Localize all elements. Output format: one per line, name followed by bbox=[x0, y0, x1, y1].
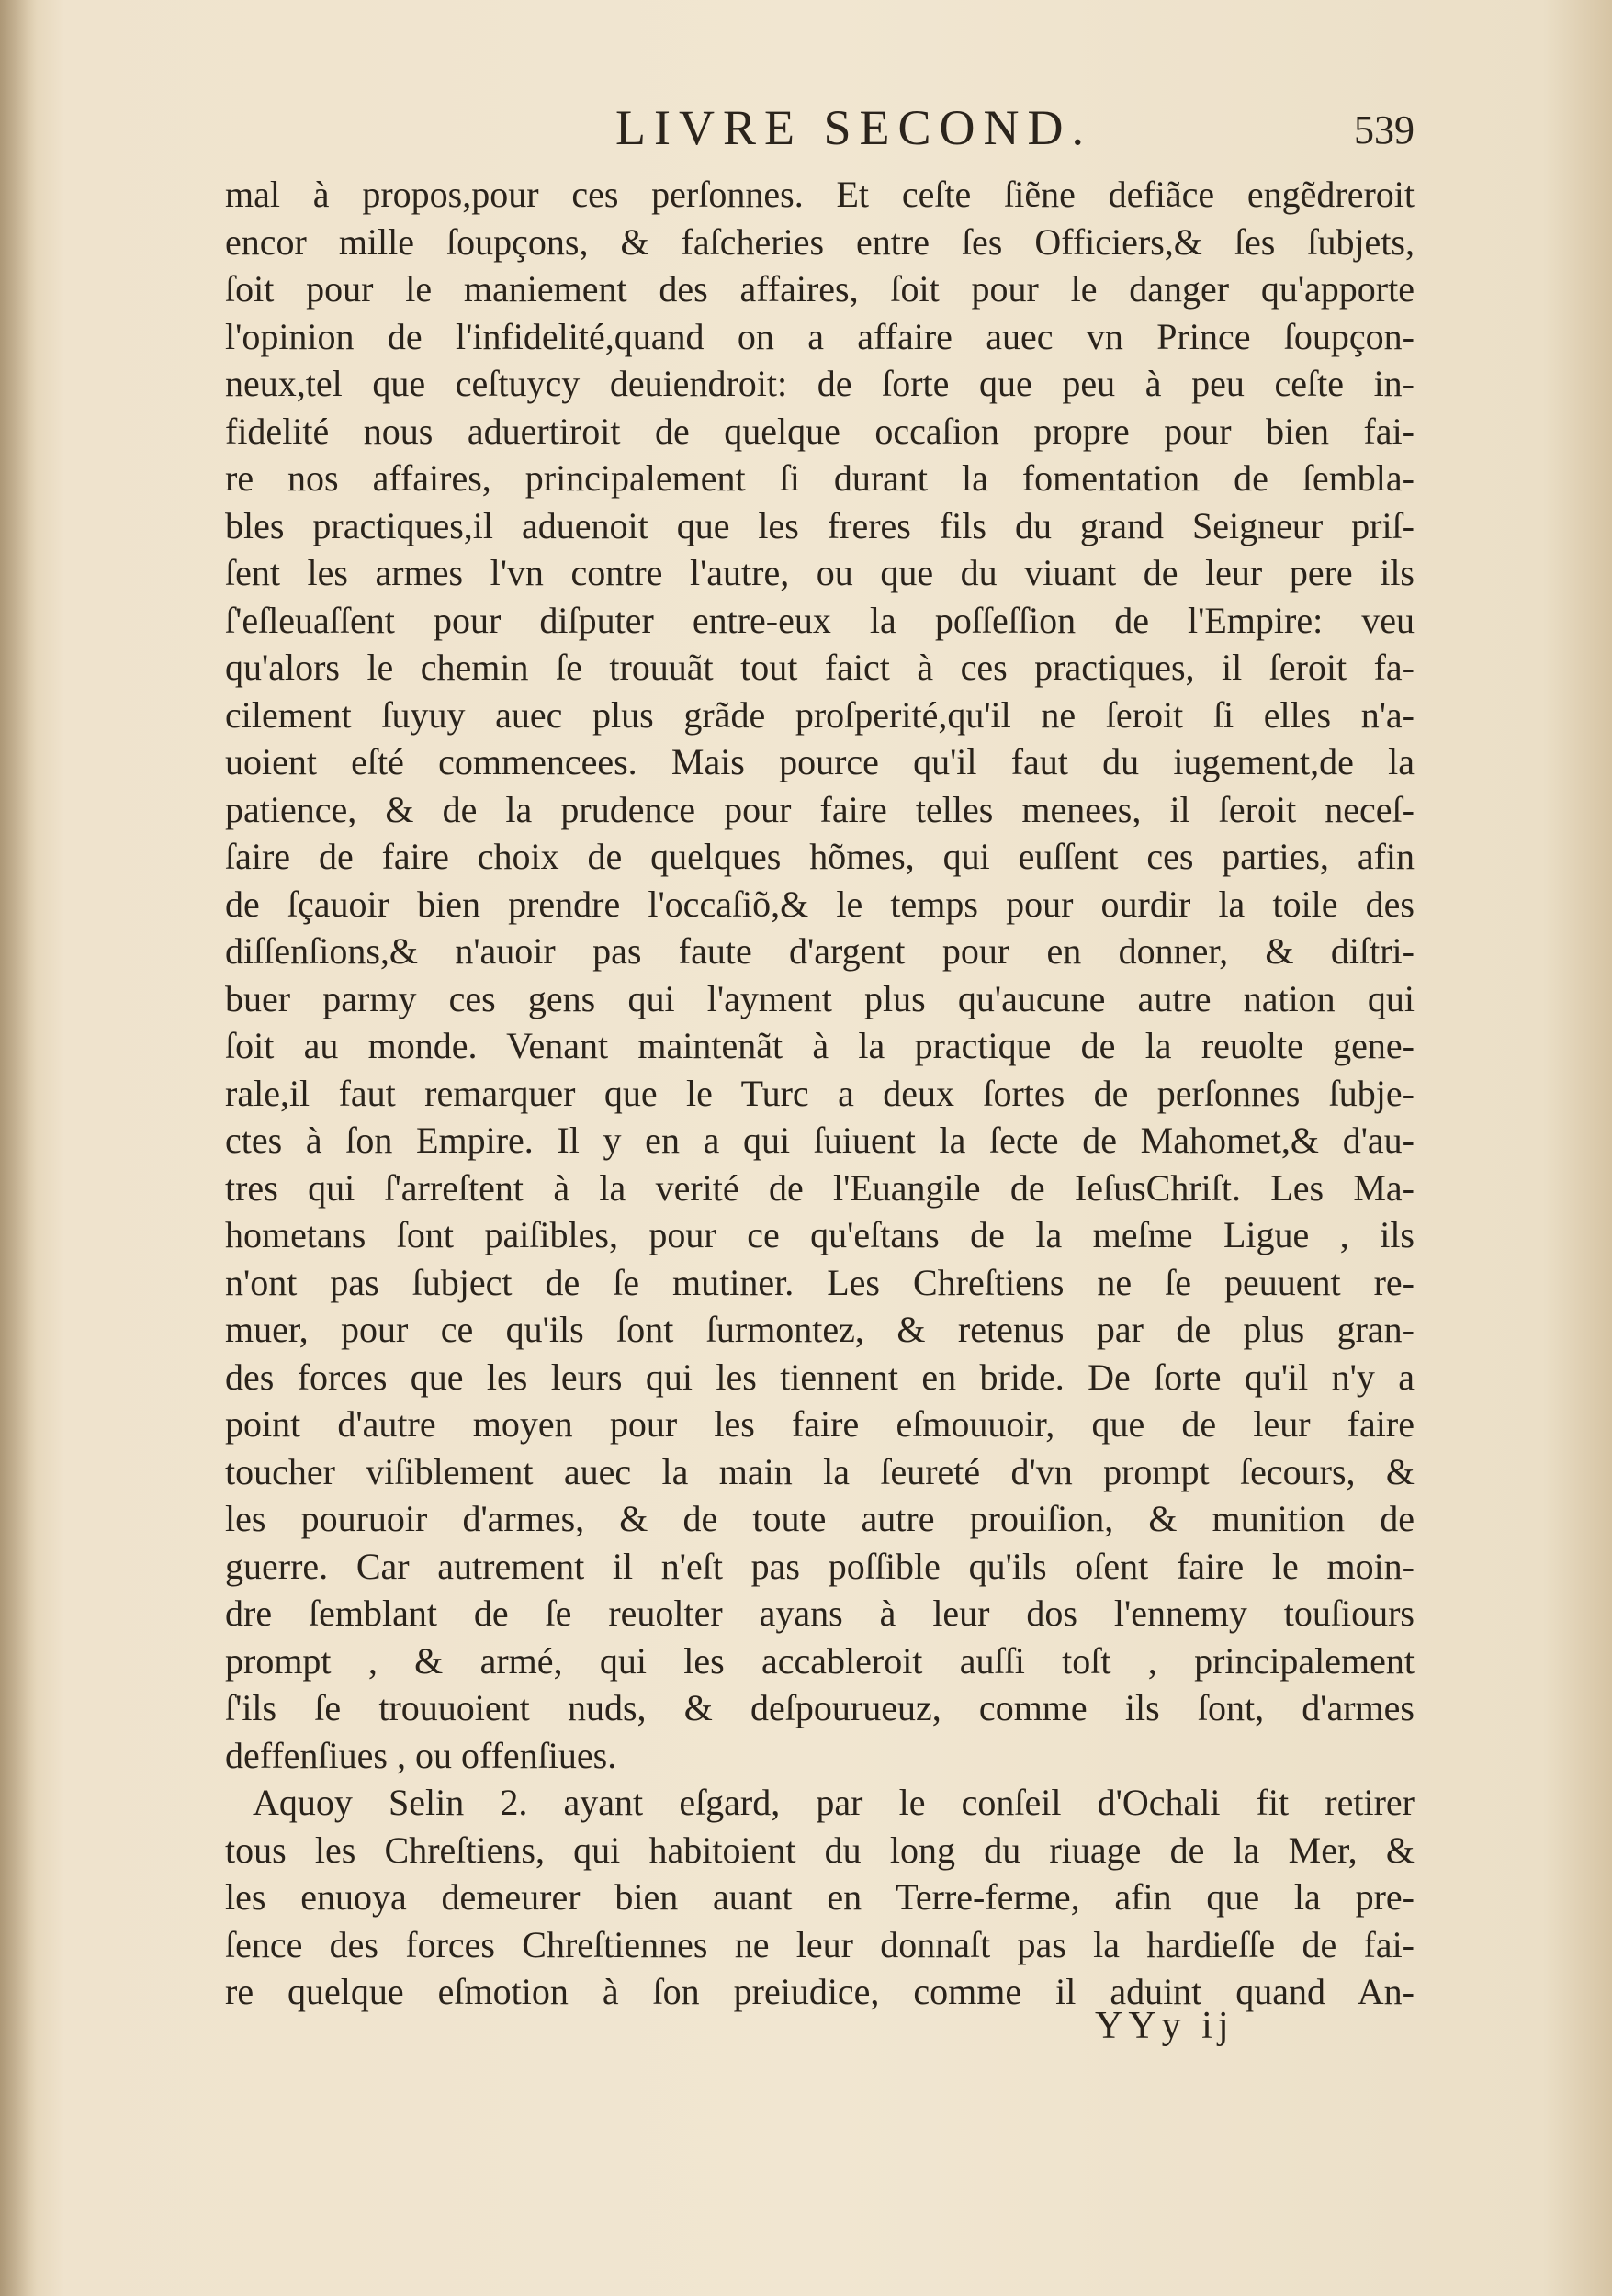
text-line: bles practiques,il aduenoit que les freres fils du grand Seigneur priſ- bbox=[225, 504, 1415, 546]
text-line: rale,il faut remarquer que le Turc a deux ſortes de perſonnes ſubje- bbox=[225, 1072, 1415, 1114]
text-line: ſent les armes l'vn contre l'autre, ou que du viuant de leur pere ils bbox=[225, 552, 1415, 593]
text-line: toucher viſiblement auec la main la ſeureté d'vn prompt ſecours, & bbox=[225, 1450, 1415, 1492]
text-line: guerre. Car autrement il n'eſt pas poſſible qu'ils oſent faire le moin- bbox=[225, 1545, 1415, 1587]
text-line: Aquoy Selin 2. ayant eſgard, par le conſeil d'Ochali fit retirer bbox=[253, 1782, 1415, 1823]
text-line: ſaire de faire choix de quelques hõmes, qui euſſent ces parties, afin bbox=[225, 836, 1415, 877]
text-line: des forces que les leurs qui les tiennent en bride. De ſorte qu'il n'y a bbox=[225, 1356, 1415, 1398]
text-line: encor mille ſoupçons, & faſcheries entre ſes Officiers,& ſes ſubjets, bbox=[225, 220, 1415, 263]
text-line: diſſenſions,& n'auoir pas faute d'argent pour en donner, & diſtri- bbox=[225, 930, 1415, 972]
text-line: point d'autre moyen pour les faire eſmouuoir, que de leur faire bbox=[225, 1403, 1415, 1445]
text-line: uoient eſté commencees. Mais pource qu'il faut du iugement,de la bbox=[225, 741, 1415, 782]
text-line: prompt , & armé, qui les accableroit auſſi toſt , principalement bbox=[225, 1639, 1415, 1682]
text-line: ſ'eſleuaſſent pour diſputer entre-eux la poſſeſſion de l'Empire: veu bbox=[225, 599, 1415, 641]
page-number: 539 bbox=[1354, 107, 1415, 152]
text-line: de ſçauoir bien prendre l'occaſiõ,& le temps pour ourdir la toile des bbox=[225, 883, 1415, 925]
text-line: deffenſiues , ou offenſiues. bbox=[225, 1734, 617, 1776]
text-line: ſoit au monde. Venant maintenãt à la practique de la reuolte gene- bbox=[225, 1025, 1415, 1066]
text-line: l'opinion de l'infidelité,quand on a affaire auec vn Prince ſoupçon- bbox=[225, 315, 1415, 357]
text-line: neux,tel que ceſtuycy deuiendroit: de ſorte que peu à peu ceſte in- bbox=[225, 363, 1415, 404]
text-line: ctes à ſon Empire. Il y en a qui ſuiuent la ſecte de Mahomet,& d'au- bbox=[225, 1120, 1415, 1161]
text-line: les pouruoir d'armes, & de toute autre prouiſion, & munition de bbox=[225, 1498, 1415, 1539]
body-text bbox=[225, 171, 1415, 2016]
text-line: buer parmy ces gens qui l'ayment plus qu'aucune autre nation qui bbox=[225, 977, 1415, 1019]
text-line: les enuoya demeurer bien auant en Terre-ferme, afin que la pre- bbox=[225, 1876, 1415, 1918]
text-line: re nos affaires, principalement ſi durant la fomentation de ſembla- bbox=[225, 457, 1415, 499]
text-line: mal à propos,pour ces perſonnes. Et ceſte ſiẽne defiãce engẽdreroit bbox=[225, 174, 1415, 215]
text-line: patience, & de la prudence pour faire telles menees, il ſeroit neceſ- bbox=[225, 788, 1415, 830]
text-line: dre ſemblant de ſe reuolter ayans à leur dos l'ennemy touſiours bbox=[225, 1593, 1415, 1634]
text-line: fidelité nous aduertiroit de quelque occaſion propre pour bien fai- bbox=[225, 410, 1415, 452]
running-title: LIVRE SECOND. bbox=[615, 100, 1092, 155]
text-line: ſ'ils ſe trouuoient nuds, & deſpourueuz, comme ils ſont, d'armes bbox=[225, 1687, 1415, 1728]
text-line: hometans ſont paiſibles, pour ce qu'eſtans de la meſme Ligue , ils bbox=[225, 1214, 1415, 1255]
text-line: re quelque eſmotion à ſon preiudice, comme il aduint quand An- bbox=[225, 1971, 1415, 2012]
text-line: ſence des forces Chreſtiennes ne leur donnaſt pas la hardieſſe de fai- bbox=[225, 1923, 1415, 1965]
text-line: cilement ſuyuy auec plus grãde proſperité,qu'il ne ſeroit ſi elles n'a- bbox=[225, 693, 1415, 736]
text-line: qu'alors le chemin ſe trouuãt tout faict à ces practiques, il ſeroit fa- bbox=[225, 647, 1415, 688]
text-line: muer, pour ce qu'ils ſont ſurmontez, & retenus par de plus gran- bbox=[225, 1309, 1415, 1350]
binding-shadow bbox=[0, 0, 37, 2296]
text-line: ſoit pour le maniement des affaires, ſoit pour le danger qu'apporte bbox=[225, 268, 1415, 310]
signature-mark: YYy ij bbox=[1095, 2005, 1234, 2047]
page-header bbox=[220, 99, 1415, 163]
text-line: n'ont pas ſubject de ſe mutiner. Les Chreſtiens ne ſe peuuent re- bbox=[225, 1261, 1415, 1303]
text-line: tres qui ſ'arreſtent à la verité de l'Euangile de IeſusChriſt. Les Ma- bbox=[225, 1166, 1415, 1209]
text-line: tous les Chreſtiens, qui habitoient du long du riuage de la Mer, & bbox=[225, 1829, 1415, 1871]
